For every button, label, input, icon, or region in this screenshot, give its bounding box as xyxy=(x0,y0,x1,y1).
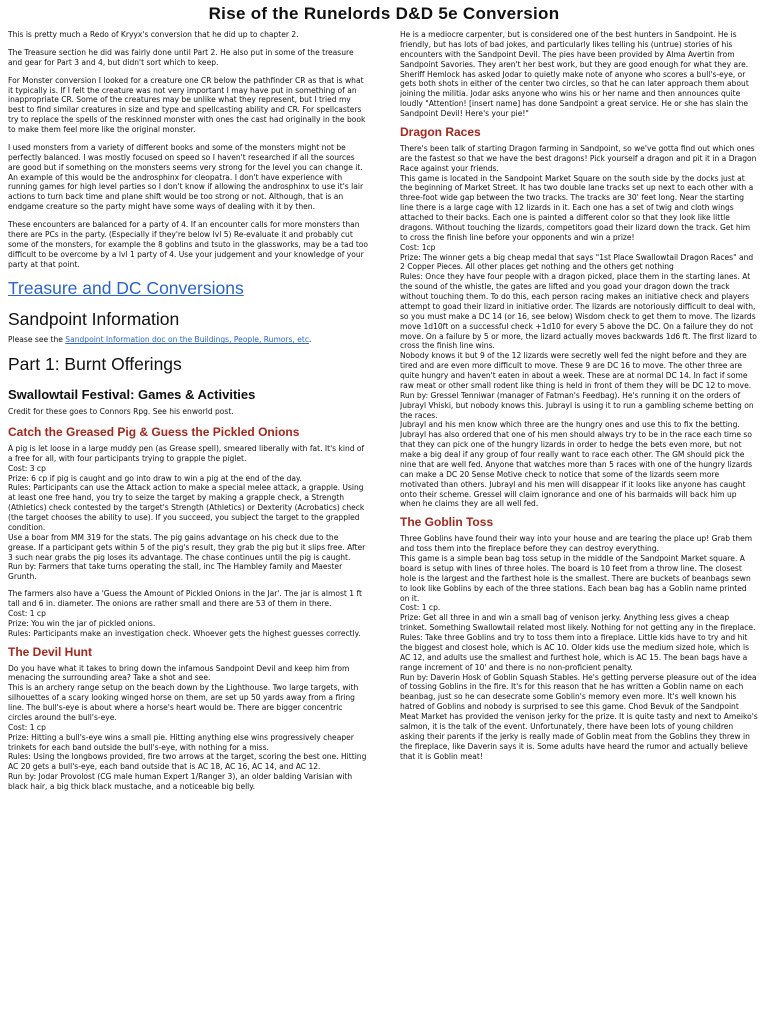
pig-line: Prize: 6 cp if pig is caught and go into draw to win a pig at the end of the day. xyxy=(8,473,302,483)
document-title: Rise of the Runelords D&D 5e Conversion xyxy=(208,4,560,23)
left-column xyxy=(8,30,368,1020)
sandpoint-note xyxy=(8,335,368,345)
treasure-heading-link[interactable]: Treasure and DC Conversions xyxy=(8,278,244,299)
devil-line: Do you have what it takes to bring down the infamous Sandpoint Devil and keep him from menacing the surrounding area? Take a shot and see. xyxy=(8,663,350,683)
pig-heading: Catch the Greased Pig & Guess the Pickled Onions xyxy=(8,424,300,439)
devil-continued-section xyxy=(400,30,758,119)
devil-line: Rules: Using the longbows provided, fire two arrows at the target, scoring the best one. Hitting AC 20 gets a bull's-eye, each band outside that is AC 18, AC 16, AC 14, and AC 12. xyxy=(8,752,367,772)
onion-line: Prize: You win the jar of pickled onions. xyxy=(8,618,156,628)
pig-line: Run by: Farmers that take turns operating the stall, inc The Hambley family and Maester Grunth. xyxy=(8,562,343,582)
dragon-line: Jubrayl and his men know which three are the hungry ones and use this to fix the betting. Jubrayl has also ordered that one of his men should always try to be in the race each time so that they can pick one of the hungry lizards in order to hedge the bets even more, but not make a big deal if any group of four really want to race each other. The GM should pick the nine that are well fed. Anyone that watches more than 5 races with one of the hungry lizards can make a DC 20 Sense Motive check to notice that some of the lizards seem more motivated than others. Jubrayl and his men will disappear if it looks like anyone has caught onto their scheme. Gressel will claim ignorance and one of his barmaids will back him up when he claims they are all well fed. xyxy=(400,420,753,509)
pig-line: Cost: 3 cp xyxy=(8,463,46,473)
goblin-line: Cost: 1 cp. xyxy=(400,603,441,613)
sandpoint-heading: Sandpoint Information xyxy=(8,309,180,330)
goblin-line: Rules: Take three Goblins and try to toss them into a fireplace. Little kids have to try and hit the biggest and closest hole, which is AC 10. Older kids use the medium sized hole, which is AC 12, and adults use the smallest and furthest hole, which is AC 15. The bean bags have a range increment of 10' and there is no non-proficient penalty. xyxy=(400,633,750,672)
festival-heading-rest: : Games & Activities xyxy=(130,387,256,403)
goblin-line: This game is a simple bean bag toss setup in the middle of the Sandpoint Market square. A board is setup with lines of three holes. The board is 10 feet from a throw line. The closest hole is the largest and the farthest hole is the smallest. There are buckets of beanbags sewn to look like Goblins by each of the three stations. Each bean bag has a Goblin name printed on it. xyxy=(400,554,751,603)
sandpoint-info-link[interactable]: Sandpoint Information doc on the Buildings, People, Rumors, etc xyxy=(65,335,310,345)
right-column xyxy=(400,30,758,1020)
onion-line: Cost: 1 cp xyxy=(8,608,46,618)
pig-line: A pig is let loose in a large muddy pen (as Grease spell), smeared liberally with fat. It's kind of a free for all, with four participants trying to grapple the piglet. xyxy=(8,443,365,463)
pig-line: Use a boar from MM 319 for the stats. The pig gains advantage on his check due to the grease. If a participant gets within 5 of the pig's result, they grab the pig but it slips free. After 3 such near grabs the pig loses its advantage. The chase continues until the pig is caught. xyxy=(8,532,366,562)
goblin-intro: Three Goblins have found their way into your house and are tearing the place up! Grab them and toss them into the fireplace before they can destroy everything. xyxy=(400,534,753,554)
onion-line: The farmers also have a 'Guess the Amount of Pickled Onions in the Jar'. The jar is almost 1 ft tall and 6 in. diameter. The onions are rather small and there are 53 of them in there. xyxy=(8,589,362,609)
goblin-section xyxy=(400,534,758,761)
part1-heading: Part 1: Burnt Offerings xyxy=(8,354,182,375)
intro-paragraph: These encounters are balanced for a party of 4. If an encounter calls for more monsters than there are PCs in the party. (Especially if they're below lvl 5) Re-evaluate it and probably cut some of the monsters, for example the 8 goblins and tsuto in the glassworks, may be a tad too difficult to be overcome by a lvl 1 party of 4. Use your judgement and your knowledge of your party at that point. xyxy=(8,220,368,269)
dragon-section xyxy=(400,144,758,509)
devil-line: This is an archery range setup on the beach down by the Lighthouse. Two large targets, with silhouettes of a scary looking winged horse on them, are set up 50 yards away from a firing line. The bull's-eye is about where a horse's heart would be. There are bigger concentric circles around the bull's-eye. xyxy=(8,683,359,722)
devil-section xyxy=(8,664,368,792)
goblin-toss-heading: The Goblin Toss xyxy=(400,515,494,530)
goblin-line: Run by: Daverin Hosk of Goblin Squash Stables. He's getting perverse pleasure out of the idea of tossing Goblins in the fire. It's for this reason that he has written a Goblin name on each beanbag, just so he can desecrate some Goblin's memory even more. It's well known his hatred of Goblins and nobody is surprised to see this game. Chod Bevuk of the Sandpoint Meat Market has provided the venison jerky for the prize. It is quite tasty and next to Ameiko's salmon, it is the talk of the event. Unfortunately, there have been lots of young children asking their parents if the jerky is really made of Goblin meat from the Goblins they threw in the fireplace, like Daverin says it is. Some adults have heard the rumor and actually believe that it is Goblin meat! xyxy=(400,672,758,761)
dragon-line: Cost: 1cp xyxy=(400,242,436,252)
dragon-line: Prize: The winner gets a big cheap medal that says "1st Place Swallowtail Dragon Races" and 2 Copper Pieces. All other places get nothing and the others get nothing xyxy=(400,252,754,272)
festival-heading-bold: Swallowtail Festival xyxy=(8,387,131,403)
devil-line: Run by: Jodar Provolost (CG male human Expert 1/Ranger 3), an older balding Varisian with black hair, a big thick black mustache, and a noticeable big belly. xyxy=(8,772,353,792)
dragon-line: This game is located in the Sandpoint Market Square on the south side by the docks just at the beginning of Market Street. It has two double lane tracks set up next to each other with a three-foot wide gap between the two tracks. The tracks are 30' feet long. Near the starting line there is a large cage with 12 lizards in it. Each one has a set of twig and cloth wings attached to their backs. Each one is painted a different color so that they look like little dragons. Without touching the lizards, competitors goad their lizard down the track. Get him to cross the finish line before your opponents and win a prize! xyxy=(400,173,754,242)
dragon-line: Nobody knows it but 9 of the 12 lizards were secretly well fed the night before and they are tired and are even more difficult to move. These 9 are DC 16 to move. The other three are quite hungry and haven't eaten in about a week. These are at normal DC 14. In fact if some raw meat or other small rodent like thing is held in front of them they will be DC 12 to move. xyxy=(400,351,752,390)
intro-paragraph: For Monster conversion I looked for a creature one CR below the pathfinder CR as that is what it typically is. If I felt the creature was not very important I may have put in something of an inappropriate CR. Some of the creatures may be unlike what they represent, but I tried my best to find similar creatures in size and type and spellcasting ability and CR. For spellcasters try to replace the spells of the reskinned monster with ones the cast had originally in the book to make them feel more like the original monster. xyxy=(8,75,366,134)
sandpoint-note-prefix: Please see the xyxy=(8,335,66,345)
dragon-line: Run by: Gressel Tenniwar (manager of Fatman's Feedbag). He's running it on the orders of Jubrayl Vhiski, but nobody knows this. Jubrayl is using it to run a gambling scheme betting on the races. xyxy=(400,390,754,420)
intro-paragraph: This is pretty much a Redo of Kryyx's conversion that he did up to chapter 2. xyxy=(8,30,299,39)
pig-line: Rules: Participants can use the Attack action to make a special melee attack, a grapple. Using at least one free hand, you try to seize the target by making a grapple check, a Strength (Athletics) check contested by the target's Strength (Athletics) or Dexterity (Acrobatics) check (the target chooses the ability to use). If you succeed, you subject the target to the grappled condition. xyxy=(8,483,365,532)
intro-paragraph: The Treasure section he did was fairly done until Part 2. He also put in some of the treasure and gear for Part 3 and 4, but didn't sort which to keep. xyxy=(8,47,354,67)
dragon-line: Rules: Once they have four people with a dragon picked, place them in the starting lanes. At the sound of the whistle, the gates are lifted and you goad your dragon down the track without touching them. To do this, each person racing makes an initiative check and players attempt to goad their lizard in initiative order. The lizards are notoriously difficult to deal with, so you must make a DC 14 (or 16, see below) Wisdom check to get them to move. The lizards move 1d10ft on a successful check +1d10 for every 5 above the DC. On a failure they do not move. On a failure by 5 or more, the lizard actually moves backwards 1d6 ft. The first lizard to cross the finish line wins. xyxy=(400,272,757,351)
dragon-races-heading: Dragon Races xyxy=(400,124,481,139)
goblin-line: Prize: Get all three in and win a small bag of venison jerky. Anything less gives a cheap trinket. Something Swallowtail related most likely. Nothing for not getting any in the fireplace. xyxy=(400,613,756,633)
sandpoint-note-suffix: . xyxy=(309,335,312,345)
devil-line: Cost: 1 cp xyxy=(8,722,46,732)
devil-sheriff-note: Sheriff Hemlock has asked Jodar to quietly make note of anyone who scores a bull's-eye, or gets both shots in either of the center two circles, so that he can later approach them about joining the militia. Jodar asks anyone who wins his or her name and then announces quite loudly "Attention! [insert name] has done Sandpoint a great service. He or she has slain the Sandpoint Devil! Here's your pie!" xyxy=(400,69,749,118)
devil-hunt-heading: The Devil Hunt xyxy=(8,644,93,659)
pig-section xyxy=(8,444,368,639)
dragon-intro: There's been talk of starting Dragon farming in Sandpoint, so we've gotta find out which ones are the fastest so that we have the best dragons! Pick yourself a dragon and pit it in a Dragon Race against your friends. xyxy=(400,143,757,173)
intro-paragraph: I used monsters from a variety of different books and some of the monsters might not be perfectly balanced. I was mostly focused on speed so I haven't researched if all the sources are good but if something on the monsters seems very strong for the level you can change it. An example of this would be the androsphinx for cleopatra. I don't have experience with running games for high level parties so I don't know if allowing the androsphinx to use it's lair actions to turn back time and plane shift would be too strong or not. Although, that is an endgame creature so the party might have some ways of dealing with it by then. xyxy=(8,142,364,212)
festival-heading xyxy=(8,386,368,403)
devil-line: Prize: Hitting a bull's-eye wins a small pie. Hitting anything else wins progressively cheaper trinkets for each band outside the bull's-eye, with nothing for a miss. xyxy=(8,732,354,752)
onion-line: Rules: Participants make an investigation check. Whoever gets the highest guesses correctly. xyxy=(8,628,361,638)
devil-continued: He is a mediocre carpenter, but is considered one of the best hunters in Sandpoint. He is friendly, but has lots of bad jokes, and particularly likes telling his (untrue) stories of his encounters with the Sandpoint Devil. The pies have been provided by Alma Avertin from Sandpoint Savories. They aren't her best work, but they are good enough for what they are. xyxy=(400,30,749,69)
festival-credit: Credit for these goes to Connors Rpg. See his enworld post. xyxy=(8,407,234,417)
